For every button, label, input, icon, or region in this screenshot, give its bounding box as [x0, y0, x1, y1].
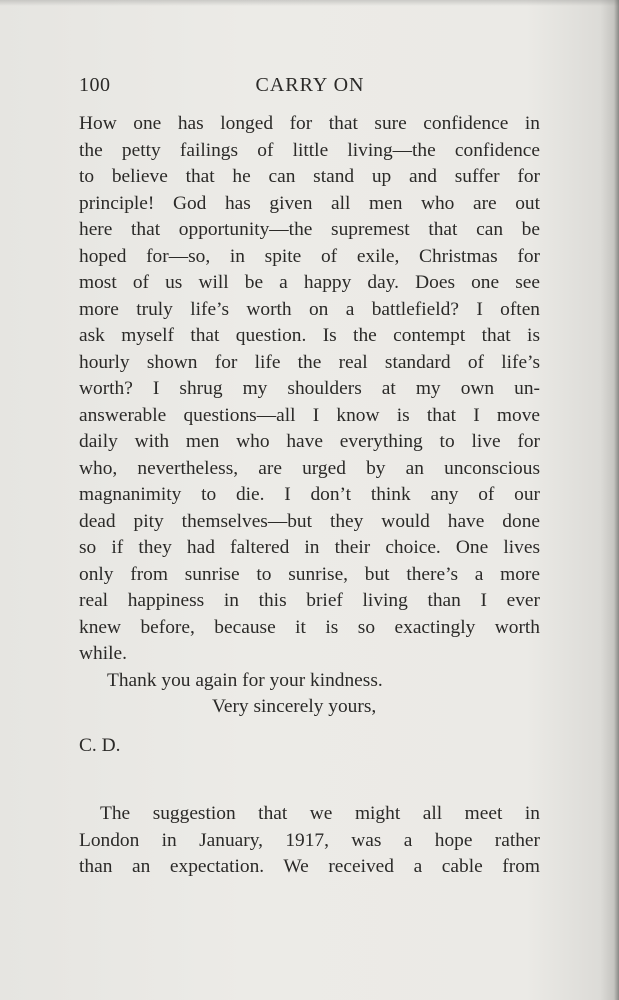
- letter-thanks: Thank you again for your kindness.: [107, 669, 383, 691]
- text-line: worth? I shrug my shoulders at my own un-: [79, 378, 540, 399]
- page-edge-shadow: [614, 0, 619, 1000]
- text-line: principle! God has given all men who are out: [79, 192, 540, 214]
- text-line: to believe that he can stand up and suffer for: [79, 166, 540, 187]
- text-line: London in January, 1917, was a hope rather: [79, 829, 540, 851]
- text-line: more truly life’s worth on a battlefield? I often: [79, 298, 540, 320]
- text-line: The suggestion that we might all meet in: [100, 803, 540, 824]
- text-line: ask myself that question. Is the contempt that is: [79, 325, 540, 346]
- letter-signature: C. D.: [79, 734, 121, 756]
- section-gap: [79, 759, 540, 801]
- text-line: only from sunrise to sunrise, but there’s a more: [79, 563, 540, 585]
- text-line: real happiness in this brief living than I ever: [79, 590, 540, 611]
- text-line: the petty failings of little living—the confidence: [79, 139, 540, 161]
- page-top-shadow: [0, 0, 619, 6]
- text-line: hoped for—so, in spite of exile, Christmas for: [79, 245, 540, 267]
- text-line: so if they had faltered in their choice. One lives: [79, 537, 540, 558]
- letter-closing: Very sincerely yours,: [212, 696, 377, 717]
- running-title: CARRY ON: [255, 74, 365, 96]
- text-line: most of us will be a happy day. Does one see: [79, 272, 540, 293]
- text-line: knew before, because it is so exactingly worth: [79, 616, 540, 638]
- page-number: 100: [79, 74, 111, 96]
- text-line: while.: [79, 643, 127, 664]
- page-body: [79, 111, 540, 881]
- text-line: How one has longed for that sure confidence in: [79, 113, 540, 134]
- text-line: daily with men who have everything to live for: [79, 431, 540, 452]
- text-line: here that opportunity—the supremest that can be: [79, 219, 540, 240]
- text-line: than an expectation. We received a cable from: [79, 856, 540, 877]
- text-line: magnanimity to die. I don’t think any of our: [79, 484, 540, 505]
- text-line: dead pity themselves—but they would have done: [79, 510, 540, 532]
- running-head: [79, 74, 541, 100]
- text-line: hourly shown for life the real standard of life’s: [79, 351, 540, 373]
- text-line: who, nevertheless, are urged by an unconscious: [79, 457, 540, 479]
- text-line: answerable questions—all I know is that I move: [79, 404, 540, 426]
